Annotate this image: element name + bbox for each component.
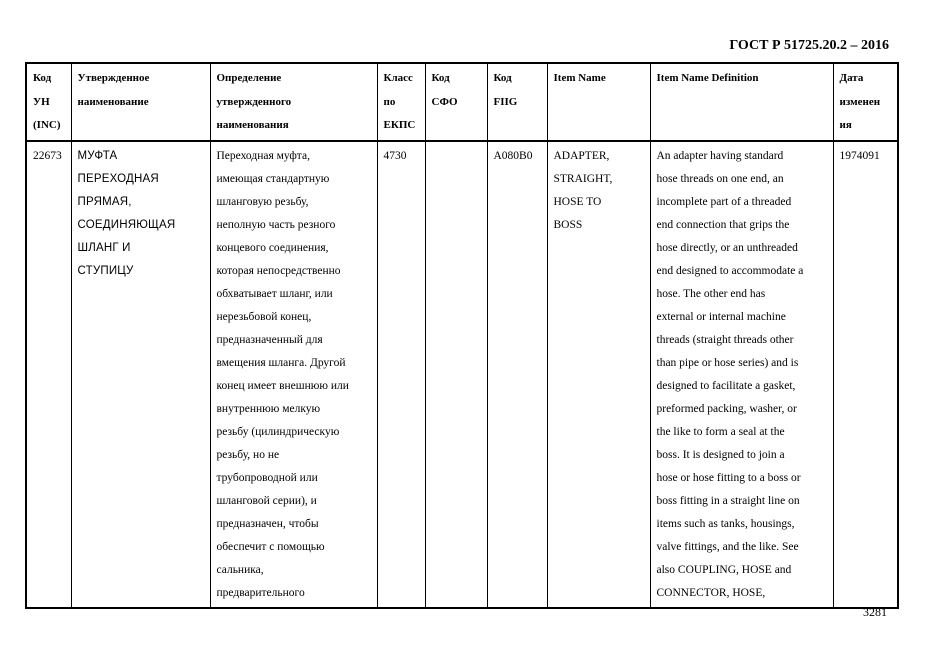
table-header-row xyxy=(26,63,898,141)
cell-item-name xyxy=(547,141,650,608)
text-line: предназначенный для xyxy=(216,333,323,346)
cell-inc: 22673 xyxy=(26,141,71,608)
cell-item-name-definition xyxy=(650,141,833,608)
cell-date: 1974091 xyxy=(833,141,898,608)
text-line: An adapter having standard xyxy=(656,149,784,162)
text-line: STRAIGHT, xyxy=(553,172,613,185)
col-header-class: Класс по ЕКПС xyxy=(377,63,425,141)
text-line: external or internal machine xyxy=(656,310,786,323)
text-line: концевого соединения, xyxy=(216,241,329,254)
cell-fiig: A080B0 xyxy=(487,141,547,608)
text-line: the like to form a seal at the xyxy=(656,425,785,438)
text-line: also COUPLING, HOSE and xyxy=(656,563,792,576)
text-line: неполную часть резного xyxy=(216,218,336,231)
text-line: внутреннюю мелкую xyxy=(216,402,321,415)
text-line: нерезьбовой конец, xyxy=(216,310,312,323)
text-line: end connection that grips the xyxy=(656,218,790,231)
text-line: hose directly, or an unthreaded xyxy=(656,241,798,254)
text-line: резьбу, но не xyxy=(216,448,280,461)
col-header-date: Дата изменен ия xyxy=(833,63,898,141)
text-line: Переходная муфта, xyxy=(216,149,310,162)
text-line: вмещения шланга. Другой xyxy=(216,356,346,369)
text-line: имеющая стандартную xyxy=(216,172,330,185)
text-line: шланговой серии), и xyxy=(216,494,317,507)
col-header-fiig: Код FIIG xyxy=(487,63,547,141)
text-line: СТУПИЦУ xyxy=(77,264,134,277)
col-header-item-name: Item Name xyxy=(547,63,650,141)
cell-sfo xyxy=(425,141,487,608)
text-line: HOSE TO xyxy=(553,195,602,208)
table-row xyxy=(26,141,898,608)
text-line: threads (straight threads other xyxy=(656,333,794,346)
col-header-sfo: Код СФО xyxy=(425,63,487,141)
text-line: ПЕРЕХОДНАЯ xyxy=(77,172,159,185)
cell-approved-name xyxy=(71,141,210,608)
text-line: items such as tanks, housings, xyxy=(656,517,795,530)
text-line: шланговую резьбу, xyxy=(216,195,309,208)
text-line: hose or hose fitting to a boss or xyxy=(656,471,801,484)
col-header-item-name-definition: Item Name Definition xyxy=(650,63,833,141)
cell-definition xyxy=(210,141,377,608)
text-line: valve fittings, and the like. See xyxy=(656,540,799,553)
text-line: than pipe or hose series) and is xyxy=(656,356,799,369)
text-line: preformed packing, washer, or xyxy=(656,402,797,415)
text-line: hose threads on one end, an xyxy=(656,172,784,185)
text-line: предназначен, чтобы xyxy=(216,517,319,530)
text-line: CONNECTOR, HOSE, xyxy=(656,586,766,599)
text-line: предварительного xyxy=(216,586,305,599)
text-line: которая непосредственно xyxy=(216,264,341,277)
text-line: hose. The other end has xyxy=(656,287,766,300)
text-line: boss. It is designed to join a xyxy=(656,448,785,461)
cell-class: 4730 xyxy=(377,141,425,608)
text-line: резьбу (цилиндрическую xyxy=(216,425,340,438)
text-line: трубопроводной или xyxy=(216,471,318,484)
nomenclature-table xyxy=(25,62,899,609)
text-line: designed to facilitate a gasket, xyxy=(656,379,796,392)
text-line: end designed to accommodate a xyxy=(656,264,804,277)
col-header-approved-name: Утвержденное наименование xyxy=(71,63,210,141)
standard-header: ГОСТ Р 51725.20.2 – 2016 xyxy=(729,38,889,53)
text-line: boss fitting in a straight line on xyxy=(656,494,800,507)
text-line: обеспечит с помощью xyxy=(216,540,325,553)
text-line: incomplete part of a threaded xyxy=(656,195,792,208)
text-line: BOSS xyxy=(553,218,583,231)
text-line: конец имеет внешнюю или xyxy=(216,379,349,392)
text-line: обхватывает шланг, или xyxy=(216,287,333,300)
text-line: сальника, xyxy=(216,563,264,576)
text-line: МУФТА xyxy=(77,149,118,162)
text-line: ПРЯМАЯ, xyxy=(77,195,132,208)
text-line: ADAPTER, xyxy=(553,149,610,162)
col-header-inc: Код УН (INC) xyxy=(26,63,71,141)
text-line: СОЕДИНЯЮЩАЯ xyxy=(77,218,176,231)
page-number: 3281 xyxy=(863,605,887,619)
text-line: ШЛАНГ И xyxy=(77,241,131,254)
col-header-definition: Определение утвержденного наименования xyxy=(210,63,377,141)
